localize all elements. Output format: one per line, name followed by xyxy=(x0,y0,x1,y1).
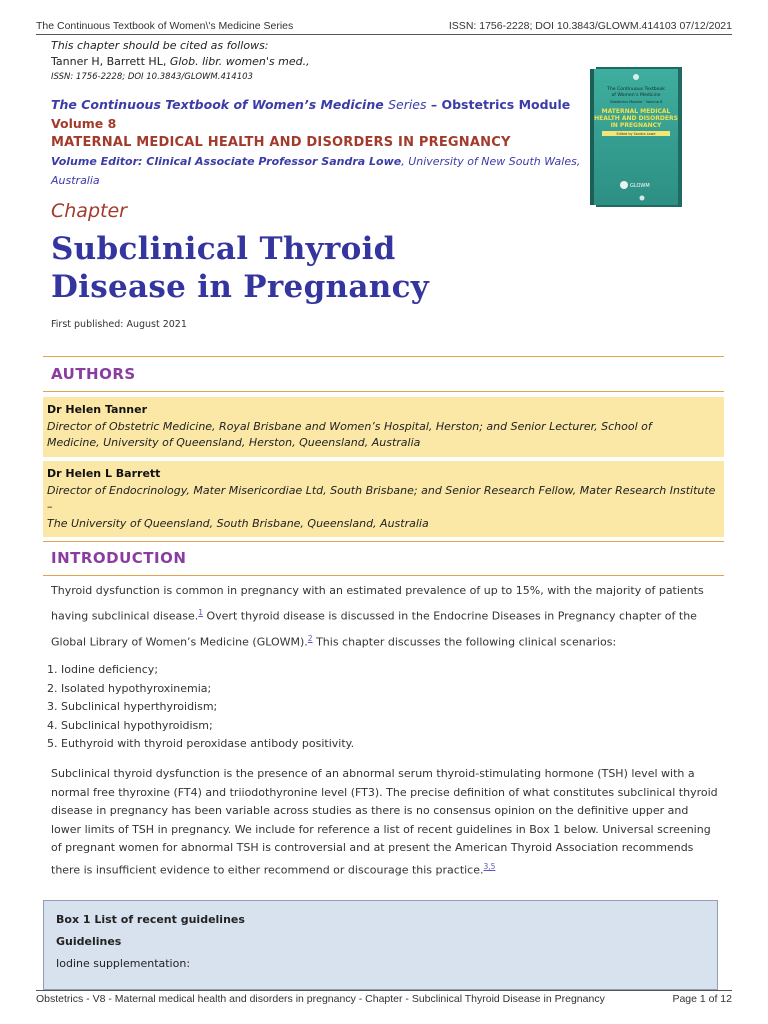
list-item: 4. Subclinical hypothyroidism; xyxy=(47,718,213,732)
para-line: lower limits of TSH in pregnancy. We include for reference a list of recent guidelines in Box 1 below. Universal screening xyxy=(51,822,711,836)
cover-title1: MATERNAL MEDICAL xyxy=(601,108,671,115)
citation-issn: ISSN: 1756-2228; DOI 10.3843/GLOWM.414103 xyxy=(51,72,253,82)
header-series: The Continuous Textbook of Women\'s Medicine Series xyxy=(36,20,294,32)
author-affiliation: Director of Endocrinology, Mater Misericordiae Ltd, South Brisbane; and Senior Research Fellow, Mater Research Institute – xyxy=(47,483,716,513)
series-dash: – xyxy=(430,97,438,112)
list-item: 2. Isolated hypothyroxinemia; xyxy=(47,681,212,695)
para-line xyxy=(51,602,723,628)
chapter-kicker: Chapter xyxy=(51,200,127,222)
series-title: MATERNAL MEDICAL HEALTH AND DISORDERS IN PREGNANCY xyxy=(51,135,511,150)
chapter-title xyxy=(51,230,429,306)
list-item: 1. Iodine deficiency; xyxy=(47,663,159,676)
running-footer xyxy=(36,993,732,1005)
para-line: normal free thyroxine (FT4) and triiodothyronine level (FT3). The precise definition of what constitutes subclinical thyroid xyxy=(51,785,718,799)
cover-editor: Edited by Sandra Lowe xyxy=(616,131,656,136)
guidelines-box xyxy=(43,900,718,990)
box-title: Box 1 List of recent guidelines xyxy=(56,913,245,926)
cover-line1: The Continuous Textbook xyxy=(607,87,665,92)
box-subtitle: Guidelines xyxy=(56,935,122,948)
para-line: Thyroid dysfunction is common in pregnancy with an estimated prevalence of up to 15%, with the majority of patients xyxy=(51,584,704,597)
box-item: Iodine supplementation: xyxy=(56,957,191,970)
series-line xyxy=(51,95,591,114)
page-number: Page 1 of 12 xyxy=(672,993,732,1005)
footer-chapter: Obstetrics - V8 - Maternal medical health and disorders in pregnancy - Chapter - Subclinical Thyroid Disease in Pregnancy xyxy=(36,993,605,1005)
author-affiliation: Director of Obstetric Medicine, Royal Brisbane and Women’s Hospital, Herston; and Senior Lecturer, School of xyxy=(47,419,652,433)
para-line: disease in pregnancy has been variable across studies as there is no consensus opinion on the definitive upper and xyxy=(51,804,689,817)
author-card-tanner xyxy=(43,397,724,457)
para-text: Overt thyroid disease is discussed in the Endocrine Diseases in Pregnancy chapter of the xyxy=(203,609,697,623)
introduction-heading: INTRODUCTION xyxy=(51,549,187,567)
series-word: Series xyxy=(388,97,427,112)
citation-intro: This chapter should be cited as follows: xyxy=(51,39,269,52)
list-item: 3. Subclinical hyperthyroidism; xyxy=(47,700,218,714)
scenario-list xyxy=(47,661,719,754)
footer-rule xyxy=(36,990,732,991)
editor-affiliation: , University of New South Wales, Australia xyxy=(51,155,581,187)
author-affiliation: The University of Queensland, South Brisbane, Queensland, Australia xyxy=(47,516,429,530)
para-line xyxy=(51,858,723,880)
para-line: Subclinical thyroid dysfunction is the presence of an abnormal serum thyroid-stimulating hormone (TSH) level with a xyxy=(51,767,695,780)
citation-authors: Tanner H, Barrett HL, xyxy=(51,55,167,68)
series-volume: Volume 8 xyxy=(51,116,117,131)
para-text: This chapter discusses the following clinical scenarios: xyxy=(312,635,617,649)
reference-link-1[interactable]: 1 xyxy=(198,608,203,617)
intro-paragraph-2 xyxy=(51,765,723,880)
cover-title2: HEALTH AND DISORDERS xyxy=(594,115,678,122)
cover-publisher-icon xyxy=(640,196,645,201)
citation-block xyxy=(51,38,571,84)
authors-rule-top xyxy=(43,356,724,357)
first-published: First published: August 2021 xyxy=(51,319,187,330)
intro-rule-top xyxy=(43,541,724,542)
header-rule xyxy=(36,34,732,35)
cover-line3: Obstetrics Module · Volume 8 xyxy=(609,100,663,104)
cover-logo: GLOWM xyxy=(630,183,650,189)
author-name: Dr Helen L Barrett xyxy=(47,467,161,480)
cover-logo-icon xyxy=(620,181,628,189)
para-text: Global Library of Women’s Medicine (GLOWM). xyxy=(51,635,308,649)
reference-link-3-5[interactable]: 3,5 xyxy=(483,861,496,871)
list-item: 5. Euthyroid with thyroid peroxidase antibody positivity. xyxy=(47,737,355,751)
author-name: Dr Helen Tanner xyxy=(47,403,147,416)
chapter-title-line1: Subclinical Thyroid xyxy=(51,231,396,267)
series-editor xyxy=(51,152,591,190)
author-affiliation: Medicine, University of Queensland, Herston, Queensland, Australia xyxy=(47,436,421,449)
header-issn: ISSN: 1756-2228; DOI 10.3843/GLOWM.414103 07/12/2021 xyxy=(448,20,732,32)
series-module: Obstetrics Module xyxy=(441,97,571,112)
reference-link-2[interactable]: 2 xyxy=(307,633,313,643)
running-header xyxy=(36,20,732,32)
authors-rule-bottom xyxy=(43,391,724,392)
citation-journal: Glob. libr. women's med., xyxy=(169,55,310,68)
intro-paragraph-1 xyxy=(51,580,723,653)
cover-spine xyxy=(590,69,594,205)
editor-name: Volume Editor: Clinical Associate Professor Sandra Lowe xyxy=(51,155,402,168)
authors-heading: AUTHORS xyxy=(51,365,136,383)
cover-title3: IN PREGNANCY xyxy=(610,122,662,129)
citation-line xyxy=(51,54,571,70)
para-line: of pregnant women for abnormal TSH is controversial and at present the American Thyroid Association recommends xyxy=(51,841,694,854)
para-text: there is insufficient evidence to either recommend or discourage this practice. xyxy=(51,863,484,877)
author-card-barrett xyxy=(43,461,724,537)
series-block xyxy=(51,95,591,190)
series-name: The Continuous Textbook of Women’s Medicine xyxy=(51,97,384,112)
book-cover-image xyxy=(590,67,684,207)
cover-line2: of Women’s Medicine xyxy=(611,93,661,98)
para-line xyxy=(51,628,723,654)
chapter-title-line2: Disease in Pregnancy xyxy=(51,269,430,305)
para-text: having subclinical disease. xyxy=(51,609,199,623)
intro-rule-bottom xyxy=(43,575,724,576)
cover-emblem-icon xyxy=(633,74,639,80)
